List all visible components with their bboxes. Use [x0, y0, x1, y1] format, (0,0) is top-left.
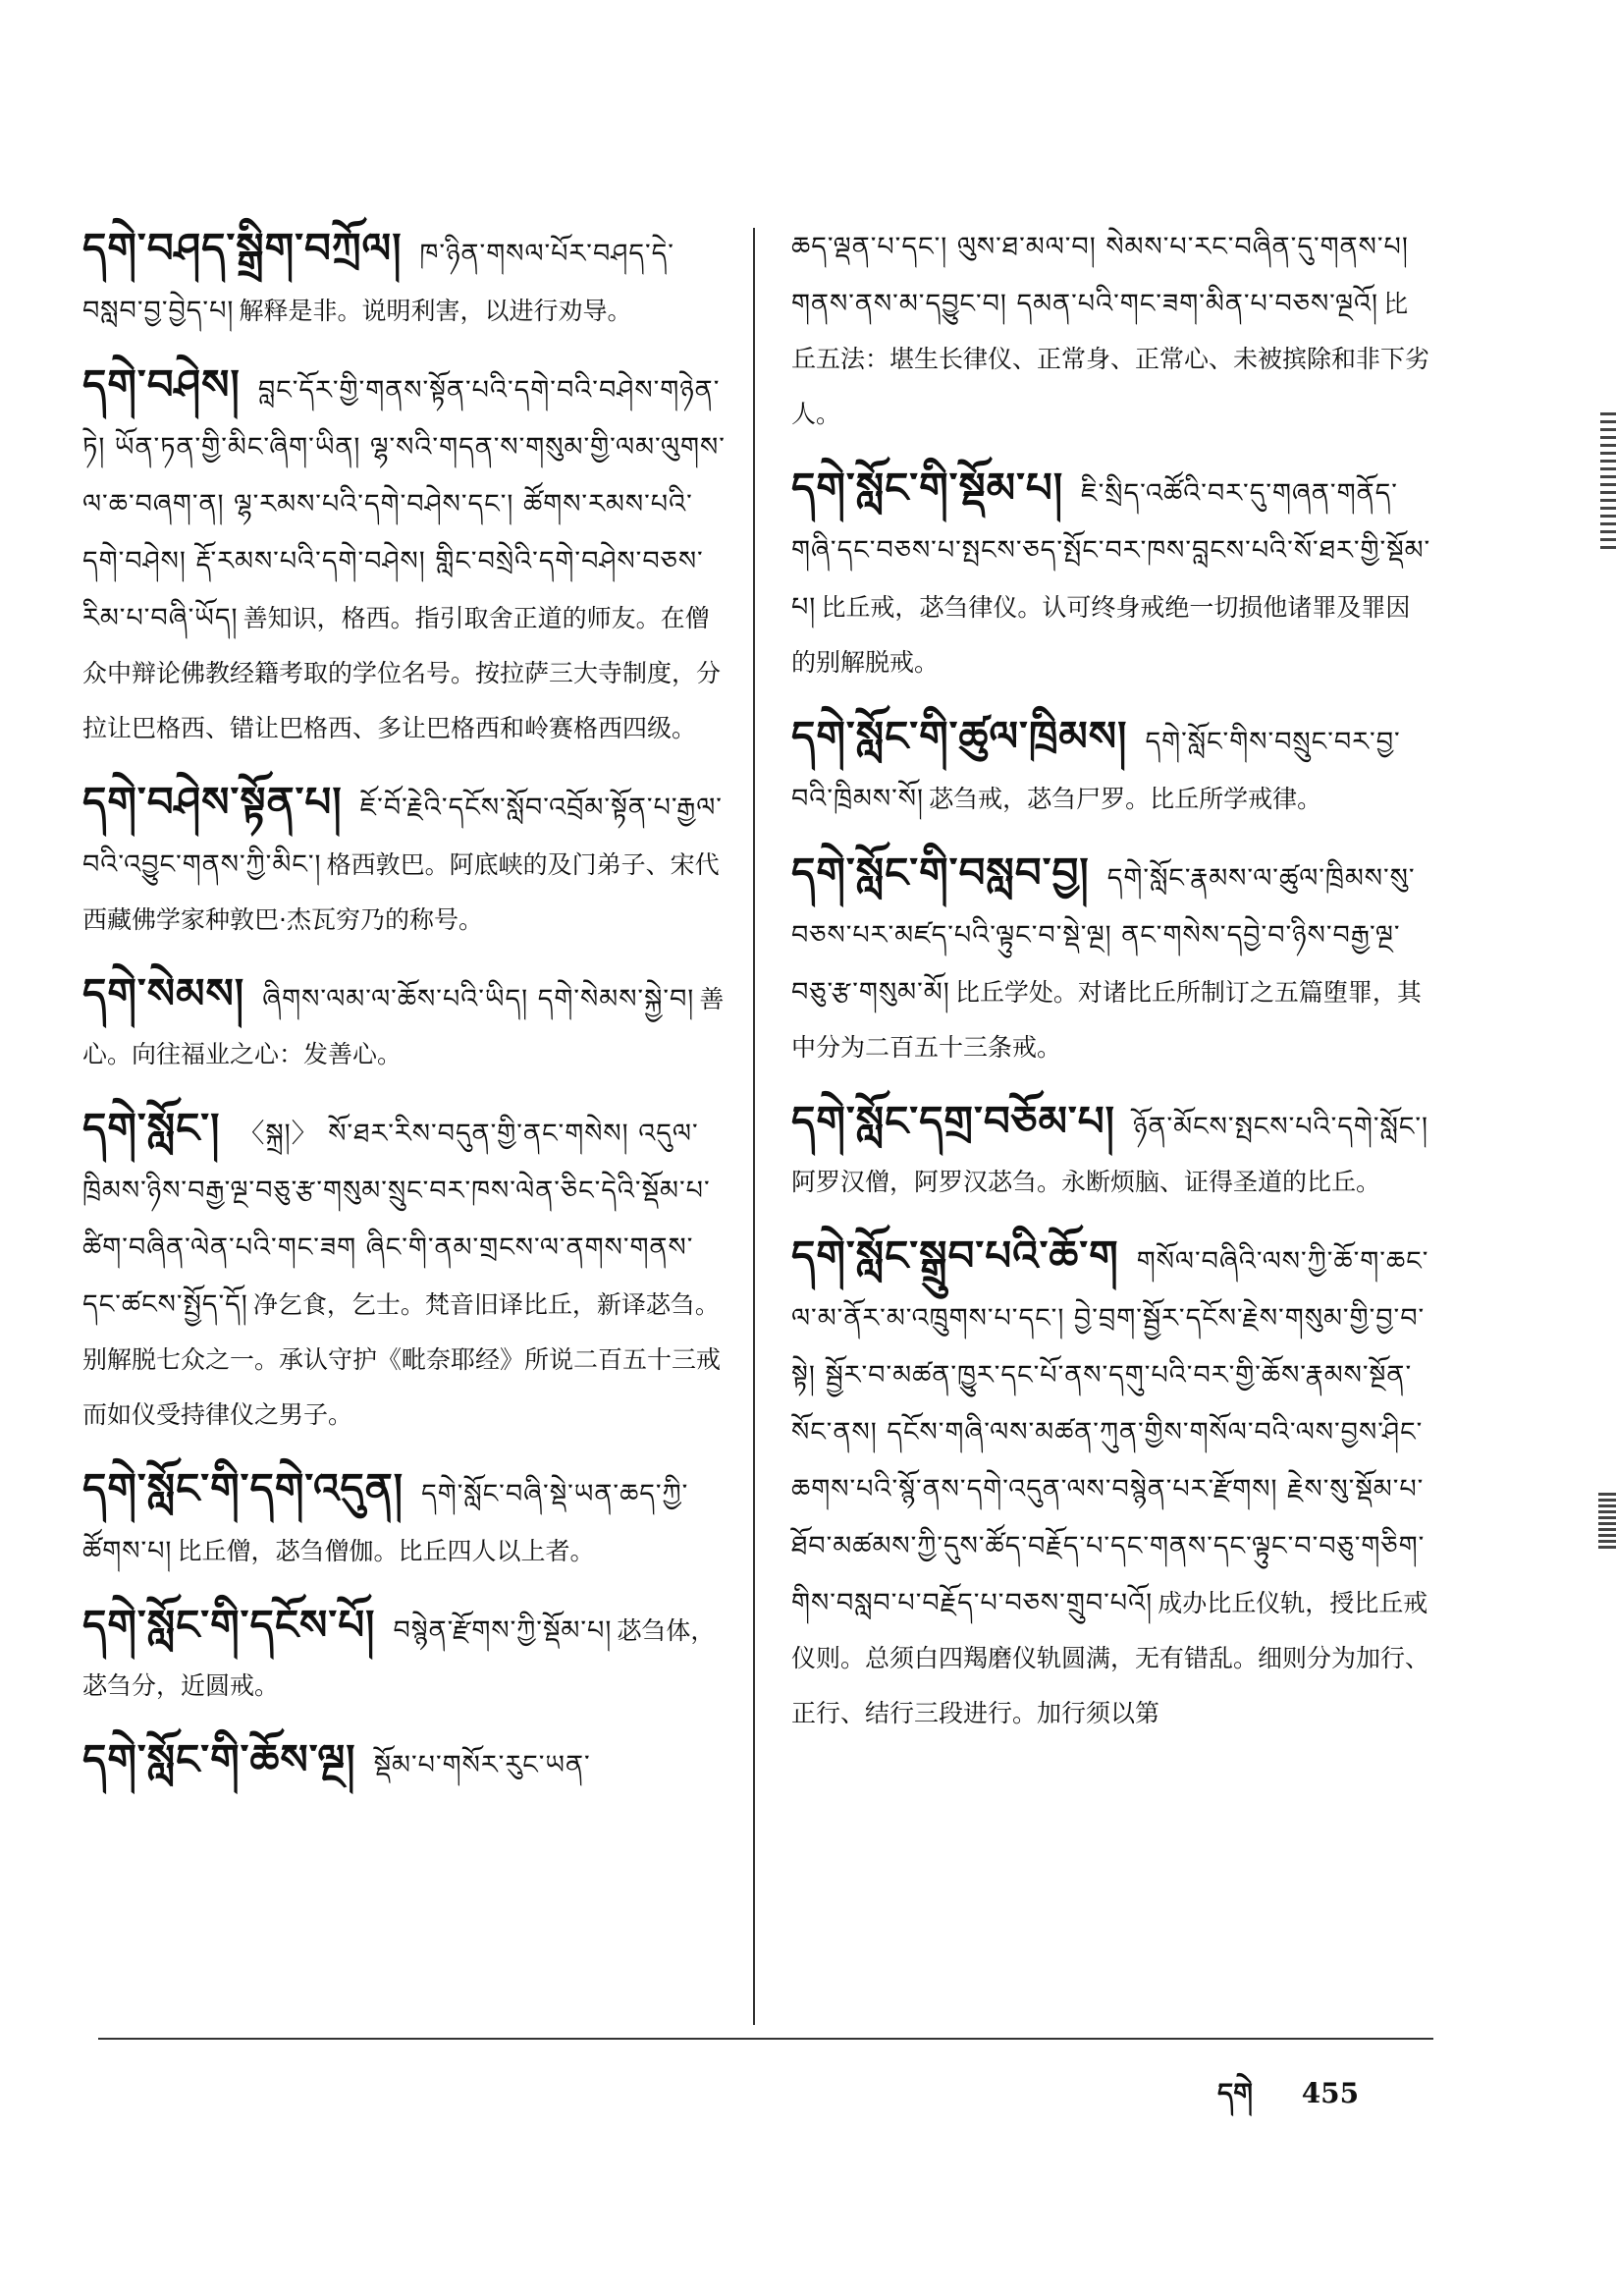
dictionary-entry — [82, 1598, 730, 1717]
right-column — [791, 221, 1431, 1760]
entry-tibetan-definition: དགེ་སློང་རྣམས་ལ་ཚུལ་ཁྲིམས་སུ་བཅས་པར་མཛད་པའི་ལྟུང་བ་སྡེ་ལྔ། ནང་གསེས་དབྱེ་བ་ཉིས་བརྒྱ་ལྔ་བཅུ་རྩ་གསུམ་མོ། — [791, 863, 1416, 1008]
entry-chinese-definition: 善知识，格西。指引取舍正道的师友。在僧众中辩论佛教经籍考取的学位名号。按拉萨三大寺制度，分拉让巴格西、错让巴格西、多让巴格西和岭赛格西四级。 — [82, 604, 722, 742]
entry-headword: དགེ་སློང་གི་ཆོས་ལྔ། — [82, 1735, 356, 1783]
dictionary-entry — [82, 775, 730, 951]
entry-tibetan-definition: ཞིགས་ལམ་ལ་ཆོས་པའི་ཡིད། དགེ་སེམས་སྐྱེ་བ། — [262, 984, 695, 1014]
entry-chinese-definition: 苾刍体，苾刍分，近圆戒。 — [82, 1616, 716, 1700]
entry-headword: དགེ་སློང་གི་དངོས་པོ། — [82, 1601, 376, 1649]
entry-tibetan-definition: བསྙེན་རྫོགས་ཀྱི་སྡོམ་པ། — [393, 1615, 613, 1646]
dictionary-entry — [82, 966, 730, 1085]
entry-tibetan-definition: ཇི་སྲིད་འཚོའི་བར་དུ་གཞན་གནོད་གཞི་དང་བཅས་པ་སྤངས་ཅད་སྤོང་བར་ཁས་བླངས་པའི་སོ་ཐར་གྱི་སྡོམ་པ། — [791, 478, 1431, 623]
entry-tibetan-definition: ཉོན་མོངས་སྤངས་པའི་དགེ་སློང་། — [1133, 1112, 1429, 1142]
footer-rule — [98, 2038, 1433, 2040]
entry-headword: དགེ་སློང་། — [82, 1104, 221, 1152]
entry-body — [791, 461, 1431, 693]
entry-tibetan-definition: སྡོམ་པ་གསོར་རུང་ཡན་ — [373, 1750, 591, 1780]
dictionary-entry — [791, 221, 1431, 445]
edge-scan-marks — [1600, 412, 1616, 550]
entry-chinese-definition: 阿罗汉僧，阿罗汉苾刍。永断烦脑、证得圣道的比丘。 — [791, 1168, 1381, 1196]
dictionary-entry — [791, 1094, 1431, 1213]
entry-tibetan-definition: དགེ་སློང་བཞི་སྡེ་ཡན་ཆད་ཀྱི་ཚོགས་པ། — [82, 1479, 689, 1566]
entry-body — [791, 709, 1431, 830]
entry-headword: དགེ་སློང་གི་ཚུལ་ཁྲིམས། — [791, 712, 1128, 760]
dictionary-entry — [82, 1732, 730, 1796]
entry-body — [82, 1461, 730, 1582]
page-number: 455 — [1301, 2077, 1360, 2109]
entry-tibetan-definition: ཆད་ལྡན་པ་དང་། ལུས་ཐ་མལ་བ། སེམས་པ་རང་བཞིན་དུ་གནས་པ། གནས་ནས་མ་དབྱུང་བ། དམན་པའི་གང་ཟག་མིན་པ་བཅས་ལྔའོ། — [791, 232, 1409, 319]
dictionary-entry — [791, 1229, 1431, 1744]
entry-headword: དགེ་སློང་སྒྲུབ་པའི་ཆོ་ག — [791, 1231, 1119, 1280]
entry-body — [82, 221, 730, 342]
edge-scan-marks-lower — [1598, 1493, 1616, 1552]
page-footer — [1217, 2062, 1359, 2140]
entry-body — [82, 357, 730, 759]
dictionary-entry — [791, 461, 1431, 693]
entry-chinese-definition: 成办比丘仪轨，授比丘戒仪则。总须白四羯磨仪轨圆满，无有错乱。细则分为加行、正行、结行三段进行。加行须以第 — [791, 1589, 1430, 1727]
entry-body — [82, 966, 730, 1085]
entry-body — [82, 1101, 730, 1446]
dictionary-entry — [82, 1461, 730, 1582]
entry-chinese-definition: 苾刍戒，苾刍尸罗。比丘所学戒律。 — [929, 785, 1322, 813]
left-column — [82, 221, 730, 1812]
dictionary-entry — [82, 1101, 730, 1446]
dictionary-entry — [82, 357, 730, 759]
entry-body — [82, 1598, 730, 1717]
entry-headword: དགེ་སློང་གི་དགེ་འདུན། — [82, 1464, 404, 1512]
entry-body — [791, 846, 1431, 1078]
entry-tibetan-definition: 〈སྐྲ།〉 སོ་ཐར་རིས་བདུན་གྱི་ནང་གསེས། འདུལ་ཁྲིམས་ཉིས་བརྒྱ་ལྔ་བཅུ་རྩ་གསུམ་སྲུང་བར་ཁས་ལེན་ཅིང་དེའི་སྡོམ་པ་ཚིག་བཞིན་ལེན་པའི་གང་ཟག ཞིང་གི་ནམ་གྲངས་ལ་ནགས་གནས་དང་ཚངས་སྤྱོད་དོ། — [82, 1119, 711, 1320]
entry-headword: དགེ་བཤེས་སྟོན་པ། — [82, 778, 343, 826]
entry-body — [791, 221, 1431, 445]
entry-tibetan-definition: ཇོ་བོ་རྗེའི་དངོས་སློབ་འབྲོམ་སྟོན་པ་རྒྱལ་བའི་འབྱུང་གནས་ཀྱི་མིང་། — [82, 793, 723, 880]
entry-chinese-definition: 解释是非。说明利害，以进行劝导。 — [239, 297, 632, 325]
entry-tibetan-definition: བླང་དོར་གྱི་གནས་སྟོན་པའི་དགེ་བའི་བཤེས་གཉེན་ཏེ། ཡོན་ཏན་གྱི་མིང་ཞིག་ཡིན། ལྷ་སའི་གདན་ས་གསུམ་གྱི་ལམ་ལུགས་ལ་ཆ་བཞག་ན། ལྷ་རམས་པའི་དགེ་བཤེས་དང་། ཚོགས་རམས་པའི་དགེ་བཤེས། རྡོ་རམས་པའི་དགེ་བཤེས། གླིང་བསྲེའི་དགེ་བཤེས་བཅས་རིམ་པ་བཞི་ཡོད། — [82, 375, 726, 633]
dictionary-entry — [791, 846, 1431, 1078]
section-mark: དགེ — [1217, 2077, 1253, 2109]
entry-tibetan-definition: གསོལ་བཞིའི་ལས་ཀྱི་ཆོ་ག་ཆང་ལ་མ་ནོར་མ་འཁྲུགས་པ་དང་། བྱེ་བྲག་སྦྱོར་དངོས་རྗེས་གསུམ་གྱི་བྱ་བ་སྟེ། སྦྱོར་བ་མཚན་ཁྱུར་དང་པོ་ནས་དགུ་པའི་བར་གྱི་ཆོས་རྣམས་སྔོན་སོང་ནས། དངོས་གཞི་ལས་མཚན་ཀུན་གྱིས་གསོལ་བའི་ལས་བྱས་ཤིང་ཆགས་པའི་སྙོ་ནས་དགེ་འདུན་ལས་བསྙེན་པར་རྫོགས། རྗེས་སུ་སྡོམ་པ་ཐོབ་མཚམས་ཀྱི་དུས་ཚོད་བརྗོད་པ་དང་གནས་དང་ལྟུང་བ་བཅུ་གཅིག་གིས་བསླབ་པ་བརྗོད་པ་བཅས་གྲུབ་པའོ། — [791, 1246, 1429, 1618]
entry-headword: དགེ་སློང་གི་སྡོམ་པ། — [791, 464, 1064, 512]
entry-chinese-definition: 比丘五法：堪生长律仪、正常身、正常心、未被摈除和非下劣人。 — [791, 290, 1430, 428]
entry-chinese-definition: 善心。向往福业之心：发善心。 — [82, 985, 725, 1068]
entry-chinese-definition: 比丘僧，苾刍僧伽。比丘四人以上者。 — [177, 1537, 595, 1565]
entry-headword: དགེ་སེམས། — [82, 969, 245, 1017]
entry-tibetan-definition: དགེ་སློང་གིས་བསྲུང་བར་བྱ་བའི་ཁྲིམས་སོ། — [791, 727, 1401, 814]
entry-body — [82, 775, 730, 951]
entry-body — [791, 1094, 1431, 1213]
entry-chinese-definition: 比丘学处。对诸比丘所制订之五篇堕罪，其中分为二百五十三条戒。 — [791, 978, 1422, 1062]
entry-tibetan-definition: ཁ་ཉིན་གསལ་པོར་བཤད་དེ་བསླབ་བྱ་བྱེད་པ། — [82, 239, 674, 326]
entry-chinese-definition: 格西敦巴。阿底峡的及门弟子、宋代西藏佛学家种敦巴·杰瓦穷乃的称号。 — [82, 850, 720, 934]
entry-body — [82, 1732, 730, 1796]
entry-headword: དགེ་བཤད་སྒྲིག་བཀྲོལ། — [82, 224, 403, 272]
entry-headword: དགེ་སློང་གི་བསླབ་བྱ། — [791, 848, 1090, 897]
dictionary-entry — [82, 221, 730, 342]
entry-chinese-definition: 比丘戒，苾刍律仪。认可终身戒绝一切损他诸罪及罪因的别解脱戒。 — [791, 593, 1411, 677]
entry-headword: དགེ་བཤེས། — [82, 360, 241, 409]
dictionary-entry — [791, 709, 1431, 830]
entry-headword: དགེ་སློང་དགྲ་བཅོམ་པ། — [791, 1097, 1116, 1145]
entry-body — [791, 1229, 1431, 1744]
column-divider — [753, 228, 755, 2025]
entry-chinese-definition: 净乞食，乞士。梵音旧译比丘，新译苾刍。别解脱七众之一。承认守护《毗奈耶经》所说二百五十三戒而如仪受持律仪之男子。 — [82, 1290, 722, 1429]
